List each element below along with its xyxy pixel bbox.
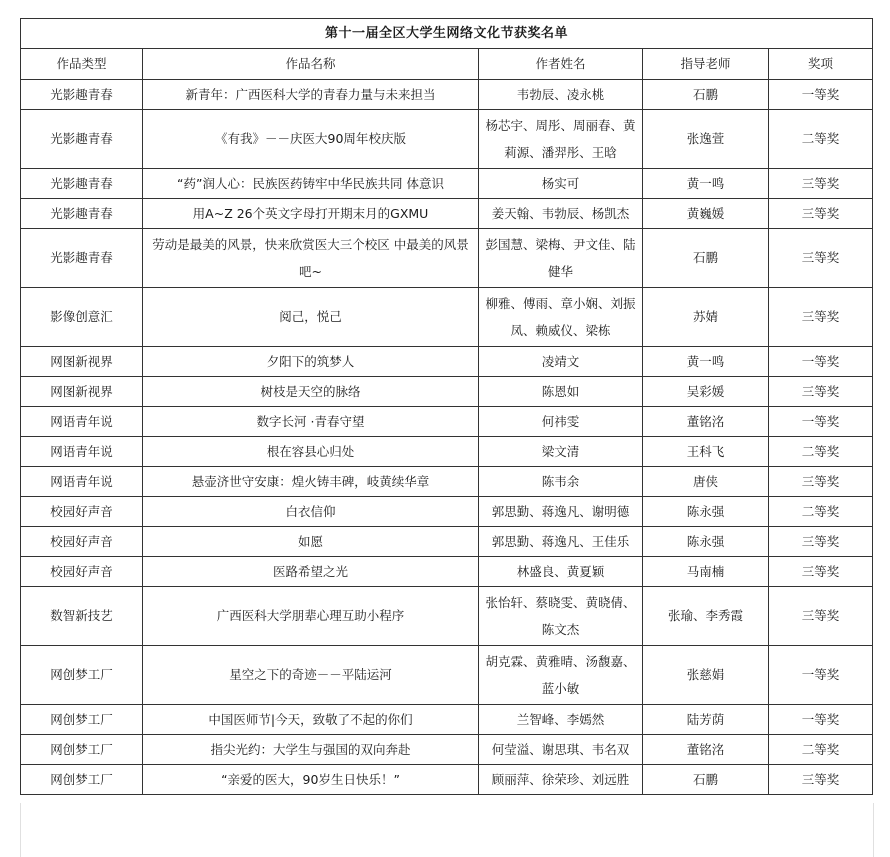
cell-advisor: 石鹏 xyxy=(643,80,769,110)
cell-advisor: 张慈娟 xyxy=(643,646,769,705)
cell-advisor: 董铭洺 xyxy=(643,407,769,437)
cell-name: 阅己，悦己 xyxy=(143,288,479,347)
cell-authors: 何祎雯 xyxy=(479,407,643,437)
cell-authors xyxy=(479,646,643,705)
cell-name: 用A~Z 26个英文字母打开期末月的GXMU xyxy=(143,199,479,229)
cell-advisor: 黄巍媛 xyxy=(643,199,769,229)
cell-type: 光影趣青春 xyxy=(21,199,143,229)
cell-award: 三等奖 xyxy=(769,199,873,229)
cell-award: 三等奖 xyxy=(769,527,873,557)
cell-advisor: 石鹏 xyxy=(643,765,769,795)
cell-advisor: 张逸萱 xyxy=(643,110,769,169)
cell-award: 一等奖 xyxy=(769,705,873,735)
cell-advisor: 陆芳荫 xyxy=(643,705,769,735)
cell-authors: 姜天翰、韦勃辰、杨凯杰 xyxy=(479,199,643,229)
cell-advisor: 唐侠 xyxy=(643,467,769,497)
cell-authors: 梁文清 xyxy=(479,437,643,467)
cell-award: 一等奖 xyxy=(769,347,873,377)
cell-award: 三等奖 xyxy=(769,377,873,407)
cell-authors: 顾丽萍、徐荣珍、刘远胜 xyxy=(479,765,643,795)
cell-award: 一等奖 xyxy=(769,80,873,110)
cell-type: 光影趣青春 xyxy=(21,80,143,110)
cell-authors: 陈韦余 xyxy=(479,467,643,497)
table-row xyxy=(21,587,873,646)
table-body xyxy=(21,80,873,795)
cell-authors: 郭思勤、蒋逸凡、王佳乐 xyxy=(479,527,643,557)
cell-advisor: 董铭洺 xyxy=(643,735,769,765)
table-row xyxy=(21,557,873,587)
cell-type: 网图新视界 xyxy=(21,347,143,377)
table-row xyxy=(21,765,873,795)
table-row xyxy=(21,735,873,765)
header-authors: 作者姓名 xyxy=(479,49,643,80)
cell-name: 悬壶济世守安康：煌火铸丰碑，岐黄续华章 xyxy=(143,467,479,497)
cell-type: 校园好声音 xyxy=(21,527,143,557)
cell-authors-text: 杨芯宇、周彤、周丽春、黄莉源、潘羿彤、王晗 xyxy=(485,118,636,160)
cell-award: 一等奖 xyxy=(769,646,873,705)
cell-name: 树枝是天空的脉络 xyxy=(143,377,479,407)
cell-authors xyxy=(479,288,643,347)
cell-award: 三等奖 xyxy=(769,288,873,347)
cell-authors-text: 张怡轩、蔡晓雯、黄晓倩、 陈文杰 xyxy=(485,595,636,637)
cell-authors: 林盛良、黄夏颖 xyxy=(479,557,643,587)
cell-name: 中国医师节|今天，致敬了不起的你们 xyxy=(143,705,479,735)
table-row xyxy=(21,527,873,557)
cell-name: 白衣信仰 xyxy=(143,497,479,527)
cell-authors: 兰智峰、李嫣然 xyxy=(479,705,643,735)
cell-advisor: 王科飞 xyxy=(643,437,769,467)
cell-name: “药”润人心：民族医药铸牢中华民族共同 体意识 xyxy=(143,169,479,199)
cell-advisor: 张瑜、李秀霞 xyxy=(643,587,769,646)
cell-award: 二等奖 xyxy=(769,735,873,765)
cell-name: 新青年：广西医科大学的青春力量与未来担当 xyxy=(143,80,479,110)
cell-type: 网创梦工厂 xyxy=(21,765,143,795)
cell-name: 星空之下的奇迹－－平陆运河 xyxy=(143,646,479,705)
cell-name: 指尖光约：大学生与强国的双向奔赴 xyxy=(143,735,479,765)
cell-authors-text: 柳雅、傅雨、章小娴、刘振凤、赖威仪、梁栋 xyxy=(485,296,636,338)
cell-name: 广西医科大学朋辈心理互助小程序 xyxy=(143,587,479,646)
cell-name: “亲爱的医大，90岁生日快乐！” xyxy=(143,765,479,795)
cell-type: 网语青年说 xyxy=(21,437,143,467)
cell-type: 光影趣青春 xyxy=(21,229,143,288)
cell-type: 校园好声音 xyxy=(21,497,143,527)
cell-type: 网创梦工厂 xyxy=(21,735,143,765)
cell-name: 《有我》－－庆医大90周年校庆版 xyxy=(143,110,479,169)
table-row xyxy=(21,407,873,437)
header-award: 奖项 xyxy=(769,49,873,80)
cell-name: 如愿 xyxy=(143,527,479,557)
cell-name-text: 劳动是最美的风景，快来欣赏医大三个校区 中最美的风景吧~ xyxy=(152,237,469,279)
table-row xyxy=(21,377,873,407)
cell-authors xyxy=(479,110,643,169)
cell-award: 二等奖 xyxy=(769,497,873,527)
cell-type: 影像创意汇 xyxy=(21,288,143,347)
cell-type: 网创梦工厂 xyxy=(21,646,143,705)
table-row xyxy=(21,288,873,347)
table-row xyxy=(21,705,873,735)
cell-authors xyxy=(479,587,643,646)
cell-type: 数智新技艺 xyxy=(21,587,143,646)
cell-award: 三等奖 xyxy=(769,229,873,288)
cell-authors: 陈恩如 xyxy=(479,377,643,407)
table-row xyxy=(21,169,873,199)
table-row xyxy=(21,646,873,705)
cell-authors xyxy=(479,229,643,288)
cell-award: 二等奖 xyxy=(769,437,873,467)
cell-award: 二等奖 xyxy=(769,110,873,169)
cell-name: 夕阳下的筑梦人 xyxy=(143,347,479,377)
cell-authors: 凌靖文 xyxy=(479,347,643,377)
table-row xyxy=(21,347,873,377)
cell-authors-text: 彭国慧、梁梅、尹文佳、陆健华 xyxy=(485,237,636,279)
table-row xyxy=(21,110,873,169)
header-type: 作品类型 xyxy=(21,49,143,80)
cell-advisor: 吴彩媛 xyxy=(643,377,769,407)
award-list-table xyxy=(20,18,873,795)
cell-name: 数字长河 ·青春守望 xyxy=(143,407,479,437)
table-row xyxy=(21,467,873,497)
cell-award: 一等奖 xyxy=(769,407,873,437)
table-row xyxy=(21,497,873,527)
cell-authors: 何莹溢、谢思琪、韦名双 xyxy=(479,735,643,765)
page-bottom-margin xyxy=(20,803,874,857)
cell-advisor: 陈永强 xyxy=(643,527,769,557)
cell-name: 医路希望之光 xyxy=(143,557,479,587)
cell-type: 网语青年说 xyxy=(21,407,143,437)
header-advisor: 指导老师 xyxy=(643,49,769,80)
cell-award: 三等奖 xyxy=(769,587,873,646)
header-row xyxy=(21,49,873,80)
cell-award: 三等奖 xyxy=(769,169,873,199)
table-row xyxy=(21,80,873,110)
cell-type: 网图新视界 xyxy=(21,377,143,407)
table-title: 第十一届全区大学生网络文化节获奖名单 xyxy=(21,19,873,49)
cell-authors: 韦勃辰、凌永桃 xyxy=(479,80,643,110)
title-row xyxy=(21,19,873,49)
cell-award: 三等奖 xyxy=(769,765,873,795)
cell-type: 光影趣青春 xyxy=(21,110,143,169)
cell-award: 三等奖 xyxy=(769,467,873,497)
cell-advisor: 陈永强 xyxy=(643,497,769,527)
cell-type: 网语青年说 xyxy=(21,467,143,497)
cell-name xyxy=(143,229,479,288)
cell-advisor: 苏婧 xyxy=(643,288,769,347)
cell-advisor: 石鹏 xyxy=(643,229,769,288)
cell-authors-text: 胡克霖、黄雅晴、汤馥嘉、 蓝小敏 xyxy=(485,654,636,696)
cell-advisor: 马南楠 xyxy=(643,557,769,587)
table-row xyxy=(21,437,873,467)
cell-name: 根在容县心归处 xyxy=(143,437,479,467)
header-name: 作品名称 xyxy=(143,49,479,80)
cell-authors: 郭思勤、蒋逸凡、谢明德 xyxy=(479,497,643,527)
cell-award: 三等奖 xyxy=(769,557,873,587)
cell-advisor: 黄一鸣 xyxy=(643,347,769,377)
table-row xyxy=(21,199,873,229)
cell-type: 光影趣青春 xyxy=(21,169,143,199)
table-row xyxy=(21,229,873,288)
cell-advisor: 黄一鸣 xyxy=(643,169,769,199)
cell-type: 校园好声音 xyxy=(21,557,143,587)
cell-type: 网创梦工厂 xyxy=(21,705,143,735)
cell-authors: 杨实可 xyxy=(479,169,643,199)
